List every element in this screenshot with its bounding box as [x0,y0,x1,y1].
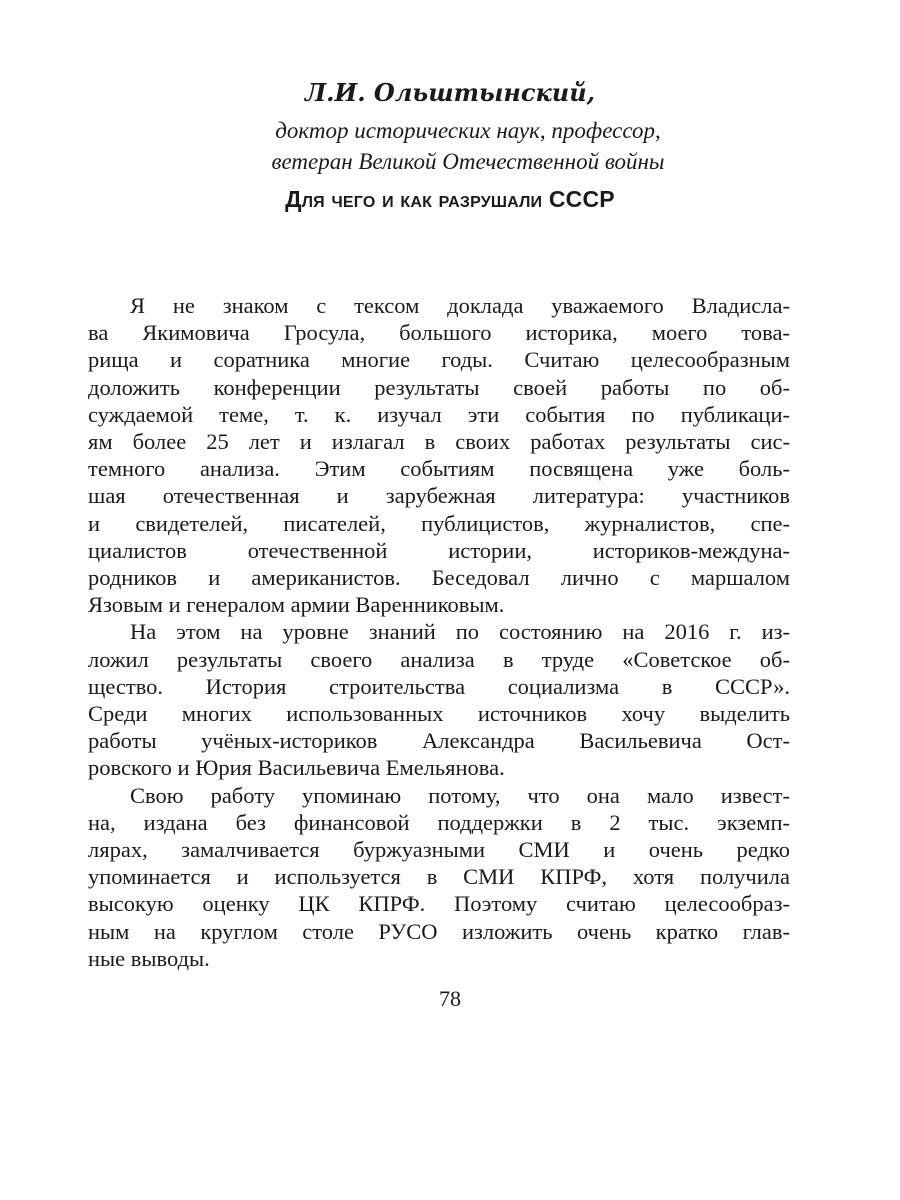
article-body [88,292,790,972]
author-name: Л.И. Ольштынский, [304,78,596,107]
paragraph [88,782,790,972]
page-number: 78 [439,986,461,1011]
text-line: циалистов отечественной истории, историков-междуна- [88,537,790,563]
text-line: ложил результаты своего анализа в труде «Советское об- [88,646,790,672]
text-line: Среди многих использованных источников хочу выделить [88,701,790,727]
article-title: Для чего и как разрушали СССР [285,186,615,212]
text-line: ровского и Юрия Васильевича Емельянова. [88,755,505,781]
text-line: и свидетелей, писателей, публицистов, журналистов, спе- [88,510,790,536]
author-credential: доктор исторических наук, профессор, [275,118,661,143]
text-line: упоминается и используется в СМИ КПРФ, хотя получила [88,864,790,890]
text-line: темного анализа. Этим событиям посвящена уже боль- [88,456,790,482]
text-line: шая отечественная и зарубежная литература: участников [88,483,790,509]
text-line: ным на круглом столе РУСО изложить очень кратко глав- [88,918,790,944]
text-line: работы учёных-историков Александра Васильевича Ост- [88,728,790,754]
text-line: щество. История строительства социализма в СССР». [88,673,790,699]
paragraph [88,292,790,618]
text-line: Я не знаком с тексом доклада уважаемого Владисла- [130,293,790,318]
text-line: высокую оценку ЦК КПРФ. Поэтому считаю целесообраз- [88,891,790,917]
text-line: родников и американистов. Беседовал лично с маршалом [88,565,790,591]
text-line: на, издана без финансовой поддержки в 2 тыс. экземп- [88,809,790,835]
text-line: ные выводы. [88,945,210,971]
text-line: Свою работу упоминаю потому, что она мало извест- [130,782,790,808]
text-line: доложить конференции результаты своей работы по об- [88,374,790,400]
text-line: ям более 25 лет и излагал в своих работах результаты сис- [88,429,790,455]
text-line: На этом на уровне знаний по состоянию на 2016 г. из- [130,619,790,645]
text-line: ва Якимовича Гросула, большого историка, моего това- [88,320,790,346]
article-header [0,78,900,177]
text-line: суждаемой теме, т. к. изучал эти события по публикаци- [88,401,790,427]
author-credential: ветеран Великой Отечественной войны [271,149,665,174]
paragraph [88,618,790,781]
text-line: рища и соратника многие годы. Считаю целесообразным [88,347,790,373]
text-line: Язовым и генералом армии Варенниковым. [88,592,505,618]
text-line: лярах, замалчивается буржуазными СМИ и очень редко [88,837,790,863]
